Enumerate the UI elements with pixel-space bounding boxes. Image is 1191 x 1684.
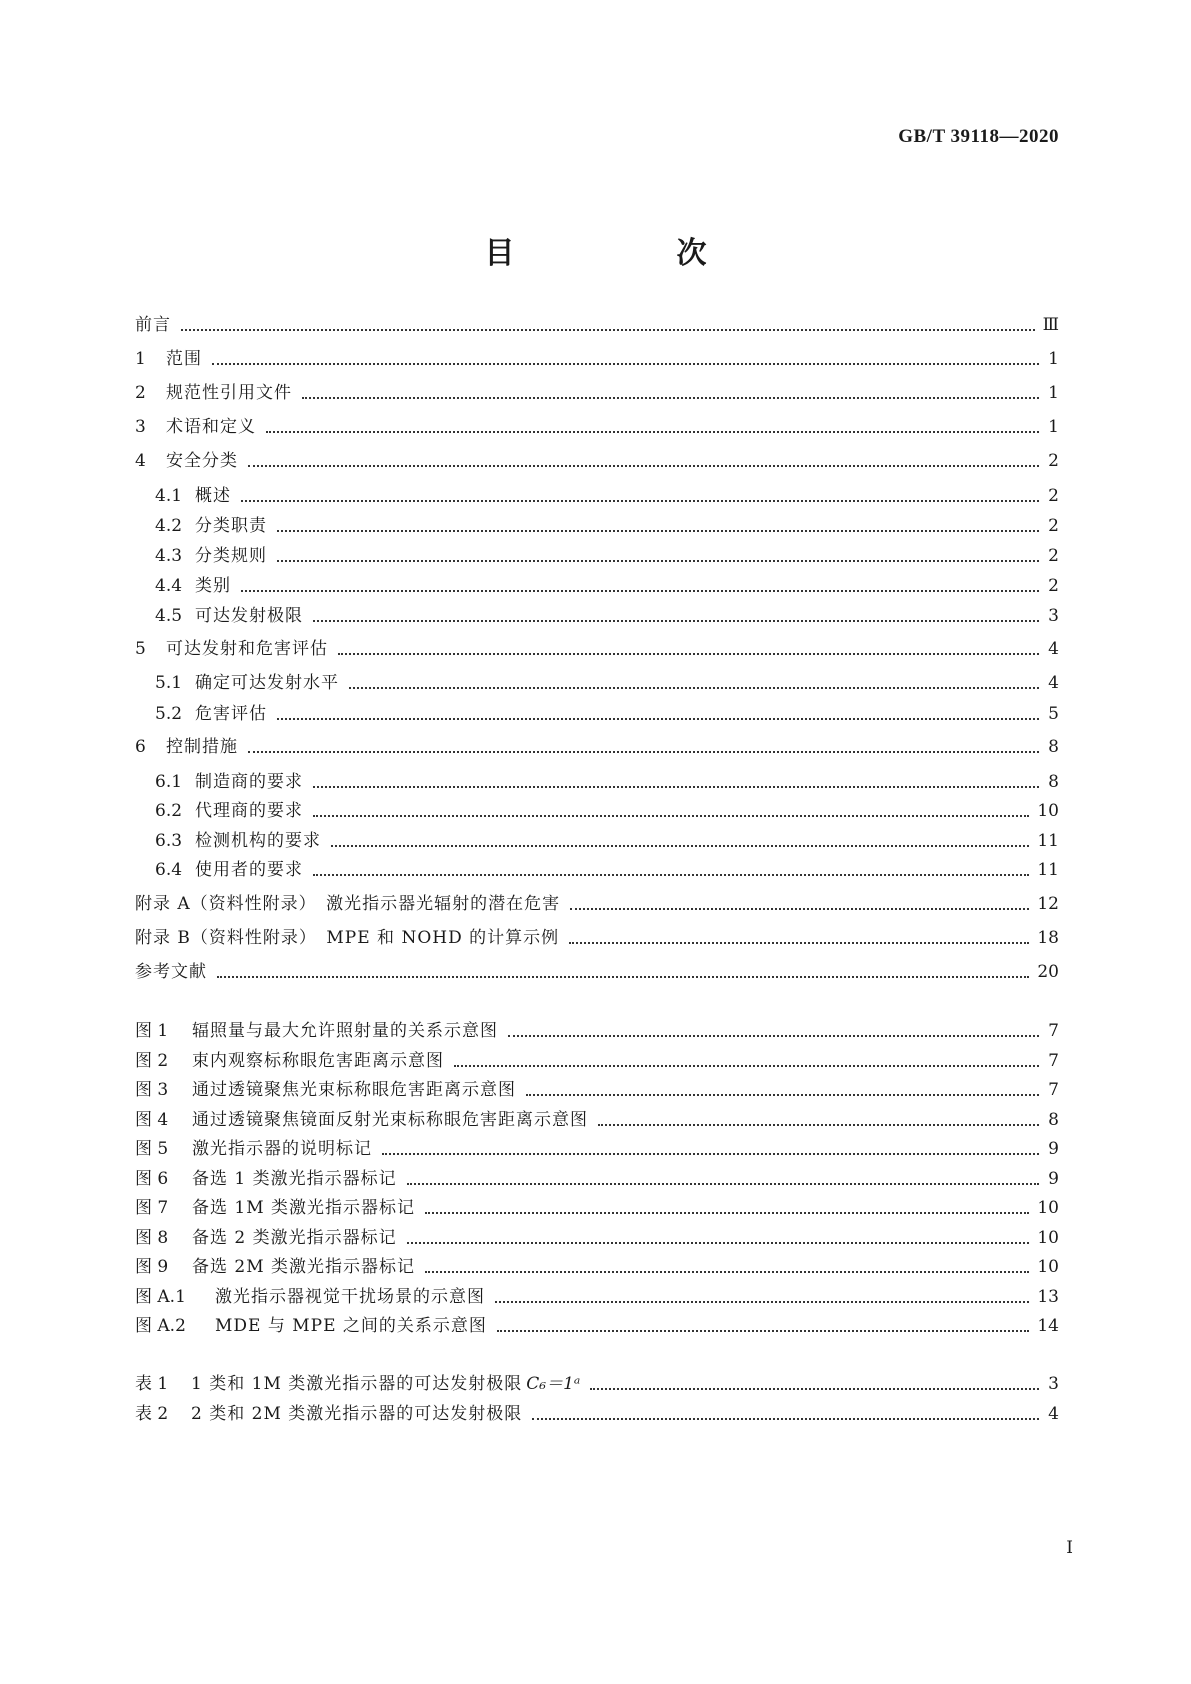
document-code: GB/T 39118—2020 <box>898 126 1059 147</box>
dot-leader <box>313 620 1039 622</box>
toc-entry-label: 分类规则 <box>195 546 267 566</box>
toc-subsection-entry[interactable] <box>155 510 1059 536</box>
dot-leader <box>590 1388 1039 1390</box>
toc-section-entry[interactable] <box>135 731 1059 757</box>
toc-entry-number: 5 <box>135 639 146 659</box>
toc-figure-entry[interactable] <box>135 1104 1059 1130</box>
toc-section-entry[interactable] <box>135 309 1059 335</box>
toc-entry-number: 3 <box>135 417 146 437</box>
toc-entry-number: 6.2 <box>155 801 183 821</box>
toc-entry-number: 图 4 <box>135 1110 169 1130</box>
toc-entry-page: Ⅲ <box>1042 315 1059 335</box>
dot-leader <box>454 1065 1039 1067</box>
toc-figure-entry[interactable] <box>135 1251 1059 1277</box>
toc-entry-label: 辐照量与最大允许照射量的关系示意图 <box>192 1021 498 1041</box>
toc-entry-page: 4 <box>1048 673 1059 693</box>
toc-entry-number: 图 7 <box>135 1198 169 1218</box>
toc-entry-label: 前言 <box>135 315 171 335</box>
toc-entry-number: 4.3 <box>155 546 183 566</box>
toc-entry-number: 1 <box>135 349 146 369</box>
toc-entry-label: 规范性引用文件 <box>166 383 292 403</box>
toc-entry-label: 通过透镜聚焦光束标称眼危害距离示意图 <box>192 1080 516 1100</box>
toc-entry-label: 激光指示器视觉干扰场景的示意图 <box>215 1287 485 1307</box>
toc-figure-entry[interactable] <box>135 1281 1059 1307</box>
dot-leader <box>277 718 1039 720</box>
dot-leader <box>382 1153 1039 1155</box>
dot-leader <box>598 1124 1039 1126</box>
toc-entry-label: 代理商的要求 <box>195 801 303 821</box>
toc-entry-number: 6 <box>135 737 146 757</box>
toc-entry-number: 图 3 <box>135 1080 169 1100</box>
toc-subsection-entry[interactable] <box>155 667 1059 693</box>
toc-entry-label: 检测机构的要求 <box>195 831 321 851</box>
dot-leader <box>532 1418 1039 1420</box>
dot-leader <box>313 815 1029 817</box>
toc-entry-number: 图 1 <box>135 1021 169 1041</box>
toc-entry-label: 安全分类 <box>166 451 238 471</box>
toc-figure-entry[interactable] <box>135 1222 1059 1248</box>
toc-entry-label: 可达发射和危害评估 <box>166 639 328 659</box>
toc-entry-number: 4 <box>135 451 146 471</box>
dot-leader <box>313 786 1039 788</box>
toc-entry-page: 2 <box>1048 451 1059 471</box>
dot-leader <box>425 1212 1029 1214</box>
toc-subsection-entry[interactable] <box>155 570 1059 596</box>
toc-subsection-entry[interactable] <box>155 540 1059 566</box>
toc-subsection-entry[interactable] <box>155 480 1059 506</box>
toc-entry-page: 4 <box>1048 1404 1059 1424</box>
toc-entry-label: 可达发射极限 <box>195 606 303 626</box>
toc-entry-label: 附录 A（资料性附录） 激光指示器光辐射的潜在危害 <box>135 894 561 914</box>
toc-entry-page: 10 <box>1037 1198 1059 1218</box>
dot-leader <box>338 653 1039 655</box>
toc-entry-page: 1 <box>1048 383 1059 403</box>
dot-leader <box>331 845 1029 847</box>
toc-entry-number: 图 A.1 <box>135 1287 186 1307</box>
toc-figure-entry[interactable] <box>135 1310 1059 1336</box>
dot-leader <box>212 363 1039 365</box>
toc-entry-number: 图 6 <box>135 1169 169 1189</box>
dot-leader <box>407 1183 1039 1185</box>
toc-entry-number: 图 5 <box>135 1139 169 1159</box>
toc-entry-page: 10 <box>1037 801 1059 821</box>
toc-entry-number: 6.4 <box>155 860 183 880</box>
toc-entry-page: 7 <box>1048 1080 1059 1100</box>
toc-entry-number: 2 <box>135 383 146 403</box>
dot-leader <box>248 751 1039 753</box>
toc-subsection-entry[interactable] <box>155 698 1059 724</box>
toc-entry-number: 6.1 <box>155 772 183 792</box>
toc-subsection-entry[interactable] <box>155 795 1059 821</box>
toc-figure-entry[interactable] <box>135 1045 1059 1071</box>
dot-leader <box>569 942 1029 944</box>
page-title: 目 次 <box>484 236 773 271</box>
toc-entry-page: 8 <box>1048 737 1059 757</box>
toc-entry-formula: C₆＝1ᵃ <box>526 1374 581 1394</box>
toc-table-entry[interactable] <box>135 1368 1059 1394</box>
dot-leader <box>497 1330 1029 1332</box>
toc-figure-entry[interactable] <box>135 1163 1059 1189</box>
toc-entry-label: 备选 1M 类激光指示器标记 <box>192 1198 416 1218</box>
dot-leader <box>302 397 1039 399</box>
toc-figure-entry[interactable] <box>135 1074 1059 1100</box>
toc-entry-label: 范围 <box>166 349 202 369</box>
toc-entry-page: 9 <box>1048 1169 1059 1189</box>
toc-subsection-entry[interactable] <box>155 825 1059 851</box>
toc-entry-page: 2 <box>1048 486 1059 506</box>
toc-entry-label: 激光指示器的说明标记 <box>192 1139 372 1159</box>
toc-entry-label: 备选 1 类激光指示器标记 <box>192 1169 397 1189</box>
toc-entry-label: 附录 B（资料性附录） MPE 和 NOHD 的计算示例 <box>135 928 560 948</box>
toc-subsection-entry[interactable] <box>155 854 1059 880</box>
dot-leader <box>349 687 1039 689</box>
toc-entry-page: 3 <box>1048 606 1059 626</box>
toc-entry-label: 参考文献 <box>135 962 207 982</box>
toc-section-entry[interactable] <box>135 445 1059 471</box>
toc-entry-page: 12 <box>1037 894 1059 914</box>
toc-entry-page: 13 <box>1037 1287 1059 1307</box>
toc-entry-page: 7 <box>1048 1051 1059 1071</box>
toc-entry-label: 备选 2M 类激光指示器标记 <box>192 1257 416 1277</box>
dot-leader <box>526 1094 1039 1096</box>
toc-entry-page: 1 <box>1048 349 1059 369</box>
toc-subsection-entry[interactable] <box>155 600 1059 626</box>
toc-section-entry[interactable] <box>135 377 1059 403</box>
dot-leader <box>241 590 1039 592</box>
dot-leader <box>407 1242 1030 1244</box>
dot-leader <box>241 500 1039 502</box>
toc-entry-page: 1 <box>1048 417 1059 437</box>
toc-figure-entry[interactable] <box>135 1015 1059 1041</box>
toc-subsection-entry[interactable] <box>155 766 1059 792</box>
toc-entry-label: 术语和定义 <box>166 417 256 437</box>
toc-entry-number: 图 A.2 <box>135 1316 186 1336</box>
toc-entry-page: 14 <box>1037 1316 1059 1336</box>
toc-entry-number: 图 9 <box>135 1257 169 1277</box>
toc-entry-page: 9 <box>1048 1139 1059 1159</box>
toc-entry-page: 5 <box>1048 704 1059 724</box>
toc-entry-page: 2 <box>1048 546 1059 566</box>
toc-section-entry[interactable] <box>135 633 1059 659</box>
dot-leader <box>217 976 1029 978</box>
toc-table-entry[interactable] <box>135 1398 1059 1424</box>
toc-section-entry[interactable] <box>135 922 1059 948</box>
toc-entry-page: 11 <box>1037 831 1059 851</box>
toc-entry-page: 3 <box>1048 1374 1059 1394</box>
toc-entry-number: 图 2 <box>135 1051 169 1071</box>
toc-section-entry[interactable] <box>135 411 1059 437</box>
toc-entry-page: 18 <box>1037 928 1059 948</box>
toc-entry-number: 6.3 <box>155 831 183 851</box>
toc-entry-page: 10 <box>1037 1228 1059 1248</box>
toc-entry-page: 4 <box>1048 639 1059 659</box>
toc-entry-label: 通过透镜聚焦镜面反射光束标称眼危害距离示意图 <box>192 1110 588 1130</box>
toc-entry-number: 4.5 <box>155 606 183 626</box>
toc-figure-entry[interactable] <box>135 1133 1059 1159</box>
toc-entry-page: 7 <box>1048 1021 1059 1041</box>
toc-entry-number: 表 2 <box>135 1404 169 1424</box>
dot-leader <box>570 908 1029 910</box>
toc-entry-label: 分类职责 <box>195 516 267 536</box>
dot-leader <box>495 1301 1029 1303</box>
toc-entry-page: 8 <box>1048 1110 1059 1130</box>
dot-leader <box>277 560 1039 562</box>
toc-entry-label: 确定可达发射水平 <box>195 673 339 693</box>
toc-entry-page: 2 <box>1048 576 1059 596</box>
toc-entry-number: 4.1 <box>155 486 183 506</box>
toc-entry-label: 概述 <box>195 486 231 506</box>
toc-entry-label: 备选 2 类激光指示器标记 <box>192 1228 397 1248</box>
toc-entry-page: 2 <box>1048 516 1059 536</box>
toc-entry-label: 控制措施 <box>166 737 238 757</box>
toc-entry-number: 图 8 <box>135 1228 169 1248</box>
dot-leader <box>248 465 1039 467</box>
toc-entry-page: 20 <box>1037 962 1059 982</box>
toc-entry-number: 表 1 <box>135 1374 169 1394</box>
dot-leader <box>181 329 1035 331</box>
toc-entry-label: 2 类和 2M 类激光指示器的可达发射极限 <box>191 1404 523 1424</box>
toc-entry-page: 11 <box>1037 860 1059 880</box>
dot-leader <box>277 530 1039 532</box>
dot-leader <box>266 431 1039 433</box>
page-number: I <box>1066 1538 1073 1558</box>
toc-entry-number: 5.2 <box>155 704 183 724</box>
toc-section-entry[interactable] <box>135 956 1059 982</box>
toc-entry-label: 类别 <box>195 576 231 596</box>
dot-leader <box>313 874 1029 876</box>
toc-entry-label: 束内观察标称眼危害距离示意图 <box>192 1051 444 1071</box>
toc-entry-label: 1 类和 1M 类激光指示器的可达发射极限 <box>191 1374 523 1394</box>
toc-figure-entry[interactable] <box>135 1192 1059 1218</box>
toc-entry-page: 10 <box>1037 1257 1059 1277</box>
toc-entry-number: 4.4 <box>155 576 183 596</box>
toc-entry-number: 5.1 <box>155 673 183 693</box>
toc-entry-number: 4.2 <box>155 516 183 536</box>
dot-leader <box>508 1035 1039 1037</box>
toc-entry-page: 8 <box>1048 772 1059 792</box>
toc-entry-label: MDE 与 MPE 之间的关系示意图 <box>215 1316 487 1336</box>
dot-leader <box>425 1271 1029 1273</box>
toc-entry-label: 危害评估 <box>195 704 267 724</box>
toc-entry-label: 制造商的要求 <box>195 772 303 792</box>
toc-section-entry[interactable] <box>135 888 1059 914</box>
toc-section-entry[interactable] <box>135 343 1059 369</box>
toc-entry-label: 使用者的要求 <box>195 860 303 880</box>
